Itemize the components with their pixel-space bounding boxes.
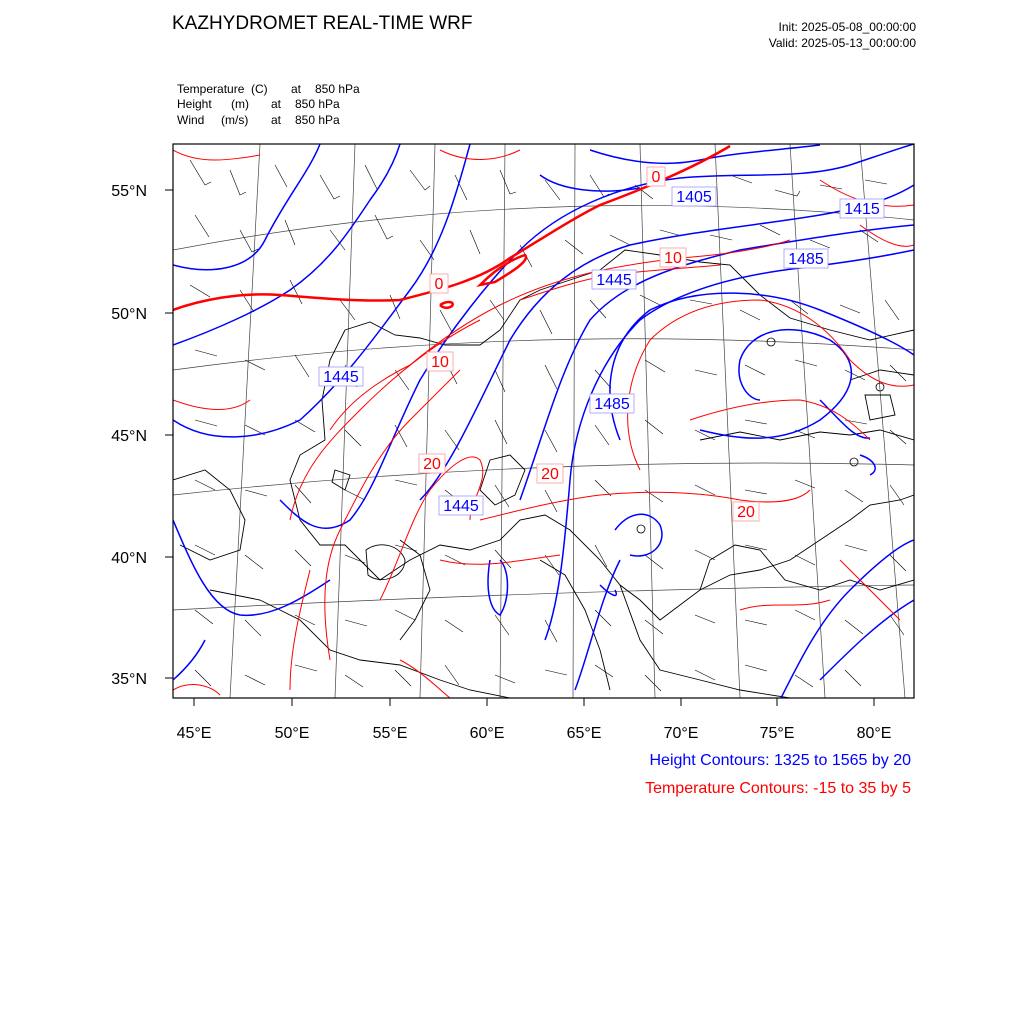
lat-label-50: 50°N [111, 306, 147, 323]
field-at: at [271, 113, 282, 127]
height-label-1415: 1415 [844, 201, 880, 218]
lon-label-50: 50°E [274, 725, 310, 742]
height-contour-legend: Height Contours: 1325 to 1565 by 20 [649, 752, 911, 769]
field-at: at [271, 97, 282, 111]
height-label-1485-east: 1485 [788, 251, 824, 268]
lon-label-70: 70°E [663, 725, 699, 742]
longitude-labels [177, 725, 892, 742]
temp-label-20-east: 20 [737, 504, 755, 521]
field-unit: (m/s) [221, 113, 249, 127]
temperature-contour-labels [419, 167, 759, 521]
map-frame [173, 144, 914, 698]
height-label-1445-north: 1445 [596, 272, 632, 289]
field-unit: (m) [231, 97, 249, 111]
temp-label-0-northeast: 0 [651, 169, 661, 186]
init-time: Init: 2025-05-08_00:00:00 [778, 20, 916, 34]
lat-label-55: 55°N [111, 183, 147, 200]
temp-label-0-west: 0 [434, 276, 444, 293]
valid-time: Valid: 2025-05-13_00:00:00 [768, 36, 916, 50]
wind-barbs [190, 160, 906, 691]
field-name: Temperature [177, 82, 245, 96]
height-label-1485-central: 1485 [594, 396, 630, 413]
lat-label-40: 40°N [111, 550, 147, 567]
field-level: 850 hPa [315, 82, 360, 96]
height-label-1405: 1405 [676, 189, 712, 206]
lon-label-45: 45°E [176, 725, 212, 742]
temp-label-20-central: 20 [541, 466, 559, 483]
axis-ticks [165, 190, 874, 706]
height-contours [173, 144, 914, 700]
lon-label-55: 55°E [372, 725, 408, 742]
graticule [173, 144, 914, 698]
temp-label-20-west: 20 [423, 456, 441, 473]
field-name: Height [177, 97, 212, 111]
height-label-1445-west: 1445 [323, 369, 359, 386]
height-label-1445-south: 1445 [443, 498, 479, 515]
field-unit: (C) [251, 82, 268, 96]
center-markers [637, 338, 884, 533]
field-level: 850 hPa [295, 97, 340, 111]
map-title: KAZHYDROMET REAL-TIME WRF [172, 13, 473, 34]
lon-label-80: 80°E [856, 725, 892, 742]
field-name: Wind [177, 113, 205, 127]
map-content [173, 144, 914, 700]
lon-label-65: 65°E [566, 725, 602, 742]
lon-label-60: 60°E [469, 725, 505, 742]
temperature-contour-legend: Temperature Contours: -15 to 35 by 5 [645, 780, 911, 797]
field-at: at [291, 82, 302, 96]
latitude-labels [111, 183, 147, 688]
field-level: 850 hPa [295, 113, 340, 127]
temp-label-10-west: 10 [431, 354, 449, 371]
lon-label-75: 75°E [759, 725, 795, 742]
temperature-contours [173, 146, 914, 698]
lat-label-45: 45°N [111, 428, 147, 445]
height-contour-labels [319, 187, 884, 515]
temp-label-10-east: 10 [664, 250, 682, 267]
lat-label-35: 35°N [111, 671, 147, 688]
